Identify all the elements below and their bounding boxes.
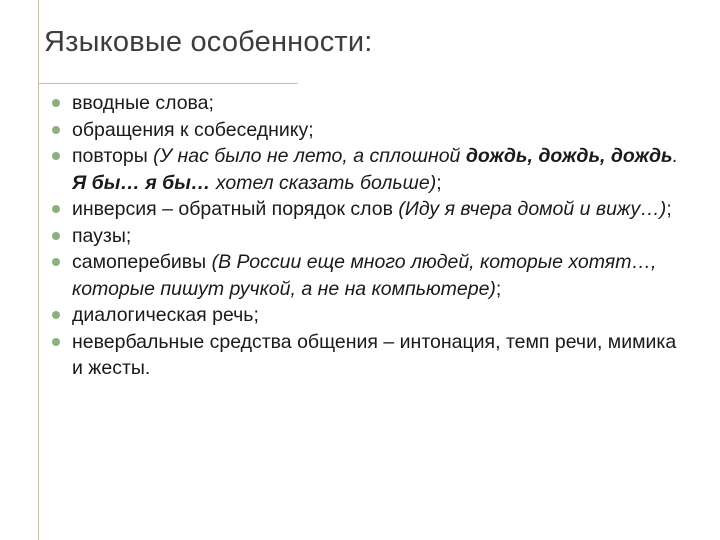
item-text: невербальные средства общения – интонация, темп речи, мимика и жесты.	[72, 330, 677, 379]
example-text: .	[672, 145, 679, 167]
list-item	[52, 196, 692, 223]
item-punctuation: ;	[495, 277, 502, 300]
bullet-list	[52, 90, 692, 382]
item-punctuation: ;	[666, 198, 672, 220]
list-item	[52, 143, 692, 196]
bullet-icon	[52, 205, 60, 213]
example-text: (Иду я вчера домой и вижу…)	[398, 198, 667, 220]
example-emphasis: дождь, дождь, дождь	[465, 145, 673, 167]
bullet-icon	[52, 99, 60, 107]
example-emphasis: Я бы… я бы…	[72, 171, 211, 194]
item-text: самоперебивы	[72, 251, 212, 273]
item-text: повторы	[72, 145, 154, 167]
item-text: инверсия – обратный порядок слов	[72, 198, 399, 220]
item-punctuation: ;	[436, 171, 442, 194]
list-item	[52, 90, 692, 117]
bullet-icon	[52, 338, 60, 346]
bullet-icon	[52, 311, 60, 319]
list-item	[52, 223, 692, 250]
list-item	[52, 249, 692, 302]
bullet-icon	[52, 258, 60, 266]
bullet-icon	[52, 232, 60, 240]
bullet-icon	[52, 152, 60, 160]
list-item	[52, 329, 692, 382]
slide-title: Языковые особенности:	[44, 26, 373, 58]
example-text: хотел сказать больше)	[210, 171, 437, 194]
item-text: вводные слова;	[72, 92, 214, 114]
example-text: (В России еще много людей, которые хотят…, которые пишут ручкой, а не на компьютере)	[72, 251, 657, 300]
left-border-line	[38, 0, 39, 540]
item-text: обращения к собеседнику;	[72, 118, 314, 141]
title-underline	[38, 83, 298, 84]
list-item	[52, 117, 692, 144]
item-text: паузы;	[72, 224, 132, 247]
example-text: (У нас было не лето, а сплошной	[153, 145, 466, 167]
bullet-icon	[52, 126, 60, 134]
list-item	[52, 302, 692, 329]
item-text: диалогическая речь;	[72, 304, 259, 326]
